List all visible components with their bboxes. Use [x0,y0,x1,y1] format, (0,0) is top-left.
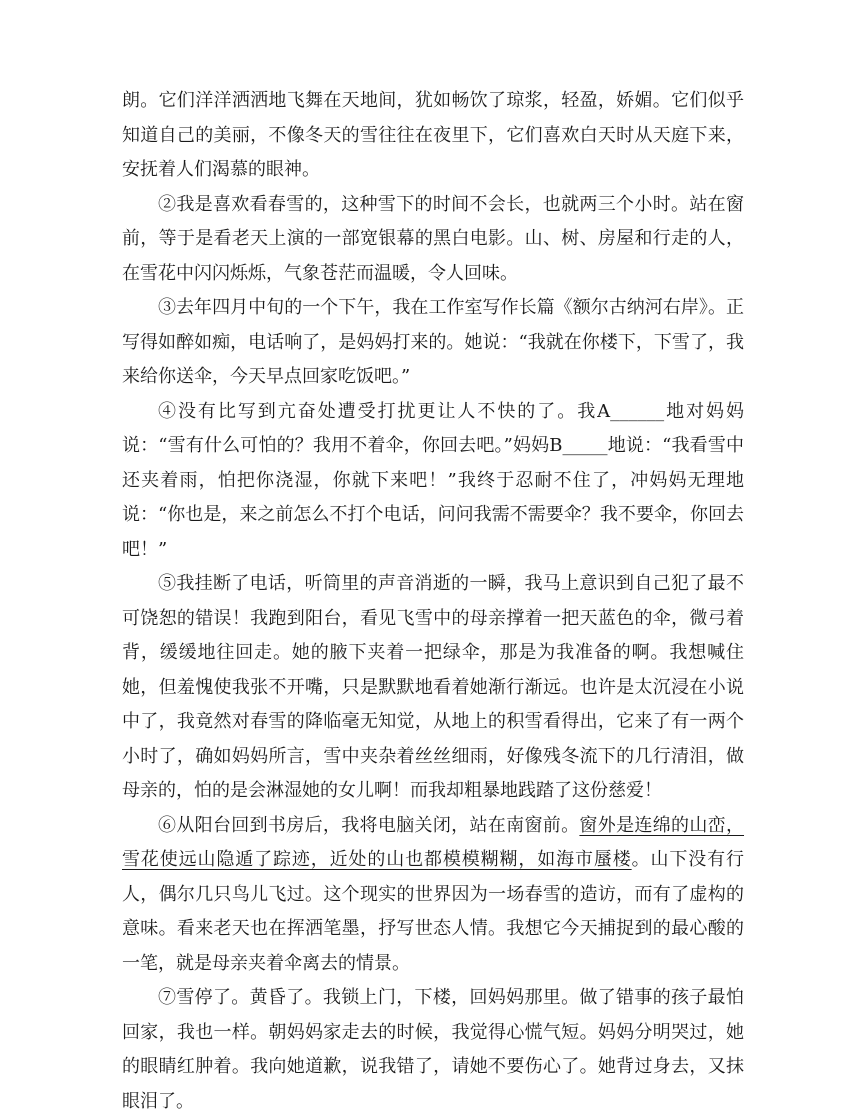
underlined-sentence: 窗外是连绵的山峦，雪花使远山隐遁了踪迹，近处的山也都模模糊糊，如海市蜃楼 [122,814,745,870]
article-body [122,84,744,1119]
paragraph-6 [122,809,744,982]
paragraph-2: ②我是喜欢看春雪的，这种雪下的时间不会长，也就两三个小时。站在窗前，等于是看老天上演的一部宽银幕的黑白电影。山、树、房屋和行走的人，在雪花中闪闪烁烁，气象苍茫而温暖，令人回味。 [122,193,744,284]
paragraph-6-tail: 。山下没有行人，偶尔几只鸟儿飞过。这个现实的世界因为一场春雪的造访，而有了虚构的意味。看来老天也在挥洒笔墨，抒写世态人情。我想它今天捕捉到的最心酸的一笔，就是母亲夹着伞离去的情景。 [122,849,744,974]
paragraph-3: ③去年四月中旬的一个下午，我在工作室写作长篇《额尔古纳河右岸》。正写得如醉如痴，电话响了，是妈妈打来的。她说：“我就在你楼下，下雪了，我来给你送伞，今天早点回家吃饭吧。” [122,297,744,387]
paragraph-6-lead: ⑥从阳台回到书房后，我将电脑关闭，站在南窗前。 [158,814,580,836]
paragraph-5: ⑤我挂断了电话，听筒里的声音消逝的一瞬，我马上意识到自己犯了最不可饶恕的错误！我跑到阳台，看见飞雪中的母亲撑着一把天蓝色的伞，微弓着背，缓缓地往回走。她的腋下夹着一把绿伞，那是为我准备的啊。我想喊住她，但羞愧使我张不开嘴，只是默默地看着她渐行渐远。也许是太沉浸在小说中了，我竟然对春雪的降临毫无知觉，从地上的积雪看得出，它来了有一两个小时了，确如妈妈所言，雪中夹杂着丝丝细雨，好像残冬流下的几行清泪，做母亲的，怕的是会淋湿她的女儿啊！而我却粗暴地践踏了这份慈爱！ [122,573,744,801]
paragraph-7: ⑦雪停了。黄昏了。我锁上门，下楼，回妈妈那里。做了错事的孩子最怕回家，我也一样。朝妈妈家走去的时候，我觉得心慌气短。妈妈分明哭过，她的眼睛红肿着。我向她道歉，说我错了，请她不要伤心了。她背过身去，又抹眼泪了。 [122,987,744,1112]
paragraph-continued: 朗。它们洋洋洒洒地飞舞在天地间，犹如畅饮了琼浆，轻盈，娇媚。它们似乎知道自己的美丽，不像冬天的雪往往在夜里下，它们喜欢白天时从天庭下来，安抚着人们渴慕的眼神。 [122,90,744,180]
paragraph-4: ④没有比写到亢奋处遭受打扰更让人不快的了。我A______地对妈妈说：“雪有什么可怕的？我用不着伞，你回去吧。”妈妈B_____地说：“我看雪中还夹着雨，怕把你浇湿，你就下来吧！”我终于忍耐不住了，冲妈妈无理地说：“你也是，来之前怎么不打个电话，问问我需不需要伞？我不要伞，你回去吧！” [122,400,744,560]
